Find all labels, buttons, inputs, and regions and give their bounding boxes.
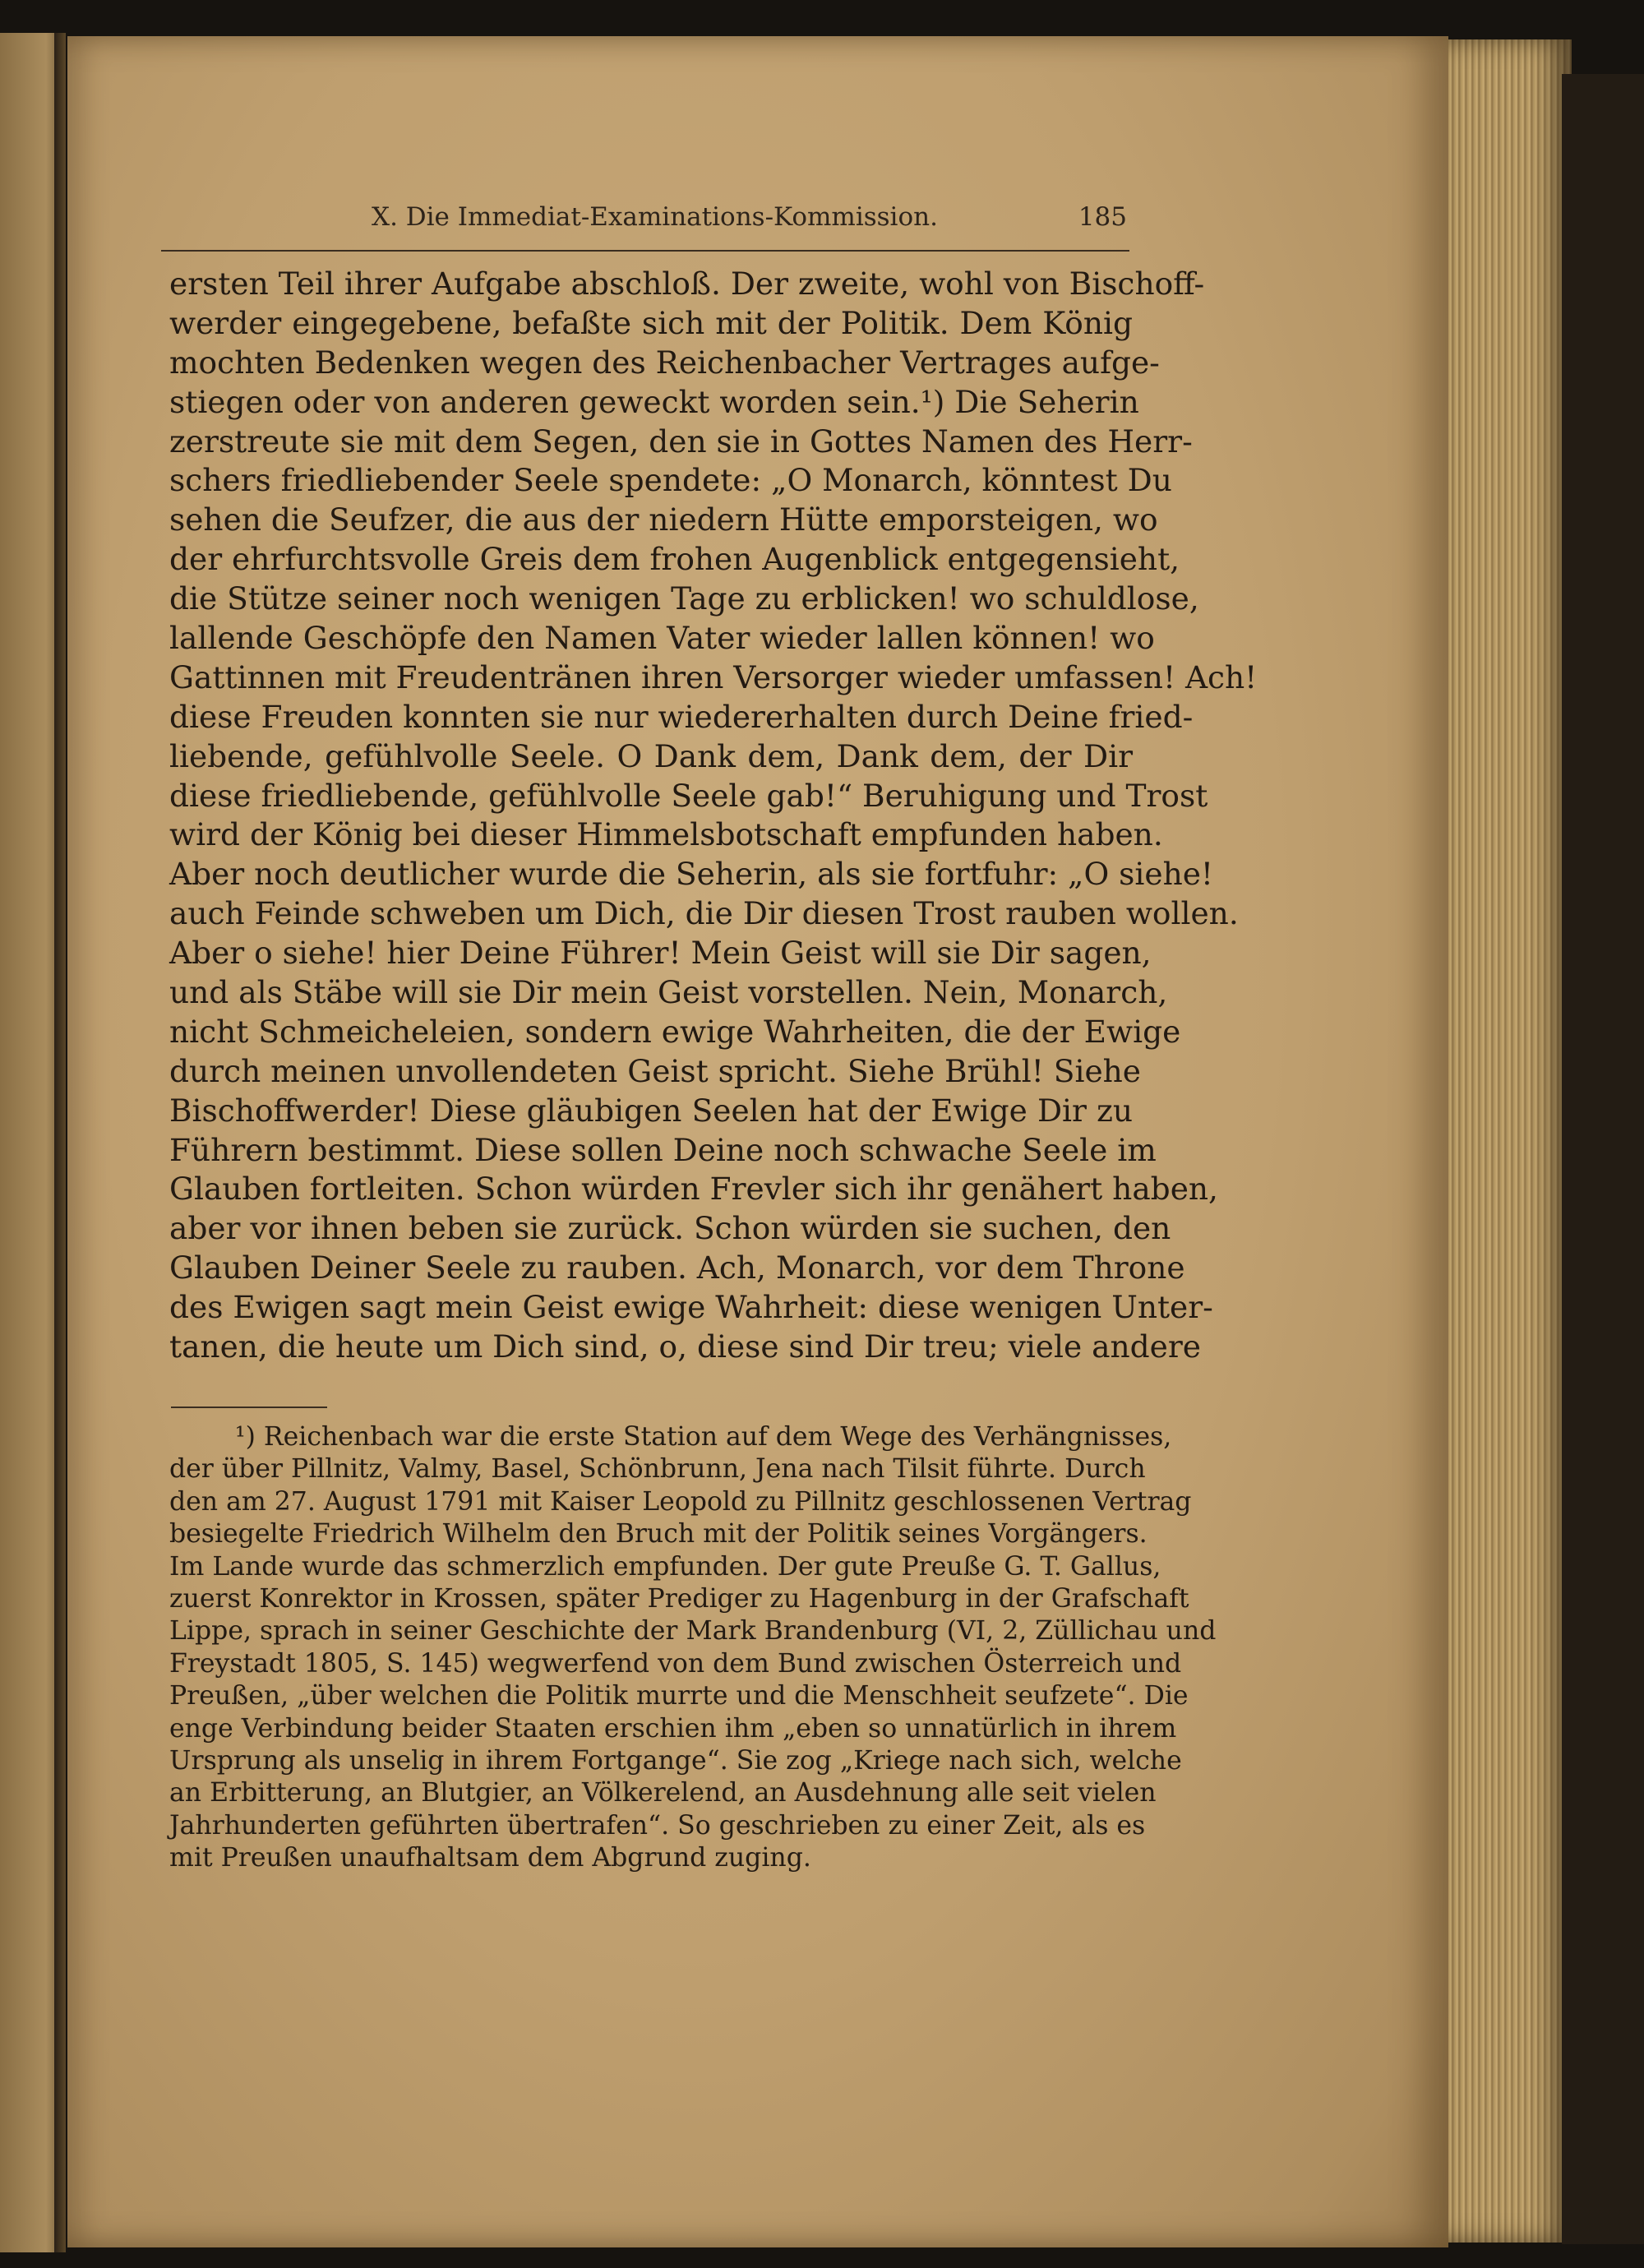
body-line: sehen die Seufzer, die aus der niedern Hütte emporsteigen, wo	[169, 501, 1158, 538]
footnote-line: Ursprung als unselig in ihrem Fortgange“. Sie zog „Kriege nach sich, welche	[169, 1745, 1182, 1776]
footnote-line: an Erbitterung, an Blutgier, an Völkerelend, an Ausdehnung alle seit vielen	[169, 1778, 1157, 1808]
page-number: 185	[1078, 202, 1127, 232]
book-gutter	[54, 33, 66, 2252]
body-line: Gattinnen mit Freudentränen ihren Versorger wieder umfassen! Ach!	[169, 658, 1258, 695]
body-line: Bischoffwerder! Diese gläubigen Seelen hat der Ewige Dir zu	[169, 1092, 1133, 1129]
footnote-line: besiegelte Friedrich Wilhelm den Bruch mit der Politik seines Vorgängers.	[169, 1519, 1148, 1550]
body-line: Aber o siehe! hier Deine Führer! Mein Geist will sie Dir sagen,	[169, 935, 1152, 972]
footnote-line: zuerst Konrektor in Krossen, später Prediger zu Hagenburg in der Grafschaft	[169, 1583, 1189, 1614]
body-line: auch Feinde schweben um Dich, die Dir diesen Trost rauben wollen.	[169, 895, 1239, 932]
body-line: mochten Bedenken wegen des Reichenbacher Vertrages aufge-	[169, 344, 1160, 381]
body-line: der ehrfurchtsvolle Greis dem frohen Augenblick entgegensieht,	[169, 541, 1180, 578]
body-text	[169, 265, 1258, 1367]
body-line: nicht Schmeicheleien, sondern ewige Wahrheiten, die der Ewige	[169, 1013, 1181, 1050]
footnote-rule	[171, 1407, 327, 1408]
running-title: X. Die Immediat-Examinations-Kommission.	[372, 202, 938, 232]
body-line: aber vor ihnen beben sie zurück. Schon würden sie suchen, den	[169, 1210, 1171, 1247]
body-line: ersten Teil ihrer Aufgabe abschloß. Der zweite, wohl von Bischoff-	[169, 266, 1205, 302]
body-line: durch meinen unvollendeten Geist spricht. Siehe Brühl! Siehe	[169, 1052, 1141, 1089]
body-line: diese Freuden konnten sie nur wiedererhalten durch Deine fried-	[169, 698, 1194, 735]
footnote-line: ¹) Reichenbach war die erste Station auf dem Wege des Verhängnisses,	[235, 1422, 1172, 1452]
body-line: Glauben fortleiten. Schon würden Frevler sich ihr genähert haben,	[169, 1171, 1218, 1208]
body-line: die Stütze seiner noch wenigen Tage zu erblicken! wo schuldlose,	[169, 580, 1199, 617]
footnote-line: enge Verbindung beider Staaten erschien ihm „eben so unnatürlich in ihrem	[169, 1713, 1177, 1744]
body-line: Aber noch deutlicher wurde die Seherin, als sie fortfuhr: „O siehe!	[169, 856, 1213, 893]
body-line: liebende, gefühlvolle Seele. O Dank dem, Dank dem, der Dir	[169, 737, 1133, 774]
footnote	[169, 1421, 1217, 1874]
body-line: stiegen oder von anderen geweckt worden sein.¹) Die Seherin	[169, 383, 1139, 420]
footnote-line: der über Pillnitz, Valmy, Basel, Schönbrunn, Jena nach Tilsit führte. Durch	[169, 1454, 1146, 1485]
body-line: lallende Geschöpfe den Namen Vater wieder lallen können! wo	[169, 620, 1155, 657]
body-line: diese friedliebende, gefühlvolle Seele gab!“ Beruhigung und Trost	[169, 777, 1208, 814]
body-line: schers friedliebender Seele spendete: „O Monarch, könntest Du	[169, 462, 1172, 499]
body-line: werder eingegebene, befaßte sich mit der Politik. Dem König	[169, 304, 1133, 341]
body-line: Führern bestimmt. Diese sollen Deine noch schwache Seele im	[169, 1131, 1157, 1168]
footnote-line: Lippe, sprach in seiner Geschichte der Mark Brandenburg (VI, 2, Züllichau und	[169, 1616, 1217, 1647]
running-header	[161, 202, 1127, 243]
body-line: des Ewigen sagt mein Geist ewige Wahrheit: diese wenigen Unter-	[169, 1289, 1213, 1326]
footnote-line: Preußen, „über welchen die Politik murrte und die Menschheit seufzete“. Die	[169, 1681, 1189, 1711]
footnote-line: den am 27. August 1791 mit Kaiser Leopold zu Pillnitz geschlossenen Vertrag	[169, 1486, 1192, 1517]
footnote-line: Freystadt 1805, S. 145) wegwerfend von dem Bund zwischen Österreich und	[169, 1648, 1182, 1679]
header-rule	[161, 250, 1129, 252]
body-line: tanen, die heute um Dich sind, o, diese sind Dir treu; viele andere	[169, 1328, 1201, 1365]
body-line: zerstreute sie mit dem Segen, den sie in Gottes Namen des Herr-	[169, 423, 1193, 460]
footnote-line: mit Preußen unaufhaltsam dem Abgrund zuging.	[169, 1843, 811, 1873]
body-line: und als Stäbe will sie Dir mein Geist vorstellen. Nein, Monarch,	[169, 974, 1168, 1011]
body-line: Glauben Deiner Seele zu rauben. Ach, Monarch, vor dem Throne	[169, 1249, 1185, 1286]
book-cover	[1562, 74, 1644, 2244]
page-stack-edges	[1448, 39, 1572, 2243]
footnote-line: Jahrhunderten geführten übertrafen“. So geschrieben zu einer Zeit, als es	[169, 1810, 1146, 1841]
body-line: wird der König bei dieser Himmelsbotschaft empfunden haben.	[169, 816, 1163, 853]
footnote-line: Im Lande wurde das schmerzlich empfunden. Der gute Preuße G. T. Gallus,	[169, 1551, 1161, 1582]
